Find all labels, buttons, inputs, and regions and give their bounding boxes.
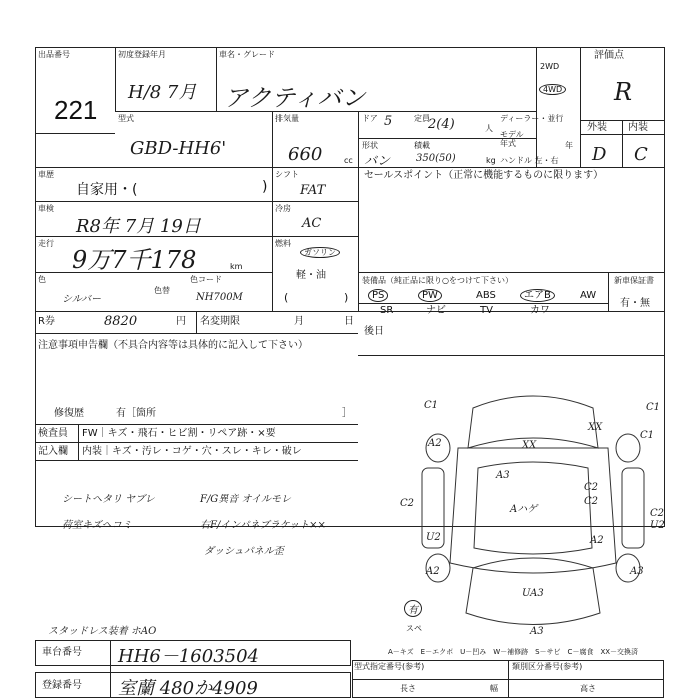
- divider: [622, 120, 623, 167]
- divider: [358, 355, 665, 356]
- exterior-grade: D: [592, 144, 607, 165]
- divider: [35, 460, 358, 461]
- remark-6: スタッドレス装着 ホAO: [48, 626, 157, 637]
- mark-9: C2: [584, 482, 599, 493]
- rating-value: R: [614, 78, 633, 106]
- inner-row: 内装｜キズ・汚レ・コゲ・穴・スレ・キレ・破レ: [82, 446, 302, 457]
- mark-15: U2: [426, 532, 441, 543]
- load-unit: kg: [486, 156, 496, 165]
- divider: [196, 311, 197, 333]
- model-value: GBD-HH6': [130, 138, 227, 159]
- displacement-unit: cc: [344, 156, 353, 165]
- divider: [272, 201, 358, 202]
- chassis-label: 車台番号: [42, 647, 82, 658]
- color-change-label: 色替: [154, 286, 170, 295]
- divider: [35, 442, 358, 443]
- shift-value: FAT: [300, 183, 326, 198]
- notes-label: 注意事項申告欄（不具合内容等は具体的に記入して下さい）: [38, 340, 308, 351]
- divider: [358, 303, 608, 304]
- displacement-label: 排気量: [275, 114, 299, 123]
- remark-4: 右F/インパネブラケット××: [200, 520, 326, 531]
- equip-sr: SR: [380, 305, 394, 316]
- height-label: 高さ: [580, 684, 596, 693]
- mark-5: C2: [400, 498, 415, 509]
- displacement-value: 660: [288, 144, 323, 165]
- chassis-value: HH6－1603504: [118, 646, 260, 667]
- new-warranty-label: 新車保証書: [614, 276, 654, 285]
- interior-grade: C: [634, 144, 648, 165]
- name-label: 車名・グレード: [219, 50, 275, 59]
- divider: [115, 47, 116, 111]
- first-reg-value: H/8 7月: [128, 82, 197, 103]
- mark-10: A3: [496, 470, 510, 481]
- fuel-label: 燃料: [275, 239, 291, 248]
- equip-abs: ABS: [476, 290, 496, 301]
- remark-3: F/G異音 オイルモレ: [200, 494, 291, 505]
- mark-3: XX: [588, 422, 603, 433]
- ticket-value: 8820: [104, 314, 138, 329]
- inspection-label: 車検: [38, 204, 54, 213]
- mark-14: A2: [428, 438, 442, 449]
- repair-label: 修復歴: [54, 408, 84, 419]
- ticket-unit: 円: [176, 316, 186, 327]
- divider: [352, 679, 664, 680]
- ticket-label: R券: [38, 316, 55, 327]
- divider: [35, 333, 358, 334]
- divider: [35, 133, 115, 134]
- load-label: 積載: [414, 141, 430, 150]
- warranty-value: 有・無: [620, 298, 650, 309]
- doors-value: 5: [384, 114, 393, 129]
- mark-19: A3: [530, 626, 544, 637]
- mark-18: A2: [426, 566, 440, 577]
- equip-pw: PW: [418, 289, 442, 302]
- remark-5: ダッシュパネル歪: [204, 546, 284, 557]
- divider: [216, 47, 217, 111]
- inspector-label: 検査員: [38, 428, 68, 439]
- dealer-label: ディーラー・並行: [500, 114, 564, 123]
- aircon-label: 冷房: [275, 204, 291, 213]
- divider: [110, 640, 111, 698]
- reg-label: 登録番号: [42, 680, 82, 691]
- drive-2wd: 2WD: [540, 62, 560, 71]
- interior-label: 内装: [628, 122, 648, 133]
- month-label: 月: [294, 316, 304, 327]
- reg-value: 室蘭 480か4909: [118, 678, 258, 699]
- equip-leather: カワ: [530, 305, 550, 316]
- divider: [78, 424, 79, 460]
- listing-no-label: 出品番号: [38, 50, 70, 59]
- divider: [272, 167, 273, 311]
- fuel-other: 軽・油: [296, 270, 326, 281]
- mileage-label: 走行: [38, 239, 54, 248]
- divider: [358, 111, 359, 167]
- equip-aw: AW: [580, 290, 597, 301]
- remark-2: 荷室キズヘコミ: [62, 520, 132, 531]
- divider: [580, 47, 581, 167]
- rating-label: 評価点: [594, 50, 624, 61]
- divider: [272, 111, 273, 167]
- year-label: 年: [565, 141, 573, 150]
- mark-11: Aハゲ: [510, 504, 538, 515]
- name-change-label: 名変期限: [200, 316, 240, 327]
- load-value: 350(50): [416, 153, 456, 164]
- paren-close: ): [344, 291, 349, 304]
- divider: [580, 134, 665, 135]
- paren-open: (: [284, 291, 289, 304]
- mark-1: C1: [424, 400, 439, 411]
- repair-value: 有［箇所: [116, 408, 156, 419]
- color-code-value: NH700M: [196, 292, 243, 303]
- drive-4wd: 4WD: [539, 84, 566, 95]
- shape-label: 形状: [362, 141, 378, 150]
- shift-label: シフト: [275, 170, 299, 179]
- equip-navi: ナビ: [426, 305, 446, 316]
- listing-no: 221: [54, 95, 98, 125]
- doors-label: ドア: [362, 114, 378, 123]
- first-reg-label: 初度登録年月: [118, 50, 166, 59]
- divider: [35, 167, 665, 168]
- mark-8: A2: [590, 535, 604, 546]
- repair-close: ］: [342, 408, 352, 419]
- divider: [358, 272, 665, 273]
- shape-value: バン: [364, 154, 391, 169]
- model-year-label: モデル年式: [500, 130, 524, 148]
- class-label: 類別区分番号(参考): [512, 662, 583, 671]
- fuel-gasoline: ガソリン: [300, 247, 340, 258]
- mark-12: C1: [640, 430, 655, 441]
- mark-20: 有: [404, 600, 422, 617]
- divider: [35, 311, 665, 312]
- color-value: シルバー: [62, 294, 102, 305]
- equip-tv: TV: [480, 305, 493, 316]
- color-label: 色: [38, 275, 46, 284]
- model-label: 型式: [118, 114, 134, 123]
- remark-1: シートヘタリ ヤブレ: [62, 494, 155, 505]
- entry-label: 記入欄: [38, 446, 68, 457]
- equipment-label: 装備品（純正品に限り○をつけて下さい）: [362, 276, 513, 285]
- history-value: 自家用・(: [76, 182, 138, 198]
- color-code-label: 色コード: [190, 275, 222, 284]
- selling-points-label: セールスポイント（正常に機能するものに限ります）: [364, 170, 604, 181]
- divider: [358, 138, 536, 139]
- mark-4: C1: [646, 402, 661, 413]
- divider: [35, 201, 272, 202]
- history-close: ): [262, 179, 268, 195]
- mark-17: UA3: [522, 588, 544, 599]
- length-label: 長さ: [400, 684, 416, 693]
- day-label: 日: [344, 316, 354, 327]
- car-name: アクティバン: [224, 84, 366, 112]
- divider: [536, 47, 537, 167]
- mileage-value: 9万7千178: [72, 246, 197, 274]
- mark-6: C2: [650, 508, 665, 519]
- capacity-unit: 人: [485, 124, 493, 133]
- mark-2: XX: [522, 440, 537, 451]
- divider: [35, 424, 358, 425]
- equip-ps: PS: [368, 289, 388, 302]
- aircon-value: AC: [302, 216, 322, 231]
- capacity-label: 定員: [414, 114, 430, 123]
- exterior-label: 外装: [587, 122, 607, 133]
- divider: [358, 167, 359, 311]
- spec-label: 型式指定番号(参考): [354, 662, 425, 671]
- after-label: 後日: [364, 326, 384, 337]
- mark-13: C2: [584, 496, 599, 507]
- capacity-value: 2(4): [428, 117, 455, 132]
- divider: [608, 272, 609, 311]
- damage-legend: A－キズ E－エクボ U－凹み W－補修跡 S－サビ C－腐食 XX－交換済: [388, 648, 639, 656]
- mark-21: スペ: [406, 624, 422, 633]
- handle-label: ハンドル 左・右: [500, 156, 559, 165]
- mark-7: U2: [650, 520, 665, 531]
- mileage-unit: km: [230, 262, 243, 271]
- history-label: 車歴: [38, 170, 54, 179]
- equip-airbag: エアB: [520, 289, 555, 302]
- inspection-value: R8年 7月 19日: [76, 216, 201, 237]
- fw-row: FW｜キズ・飛石・ヒビ割・リペア跡・×要: [82, 428, 276, 439]
- mark-16: A3: [630, 566, 644, 577]
- width-label: 幅: [490, 684, 498, 693]
